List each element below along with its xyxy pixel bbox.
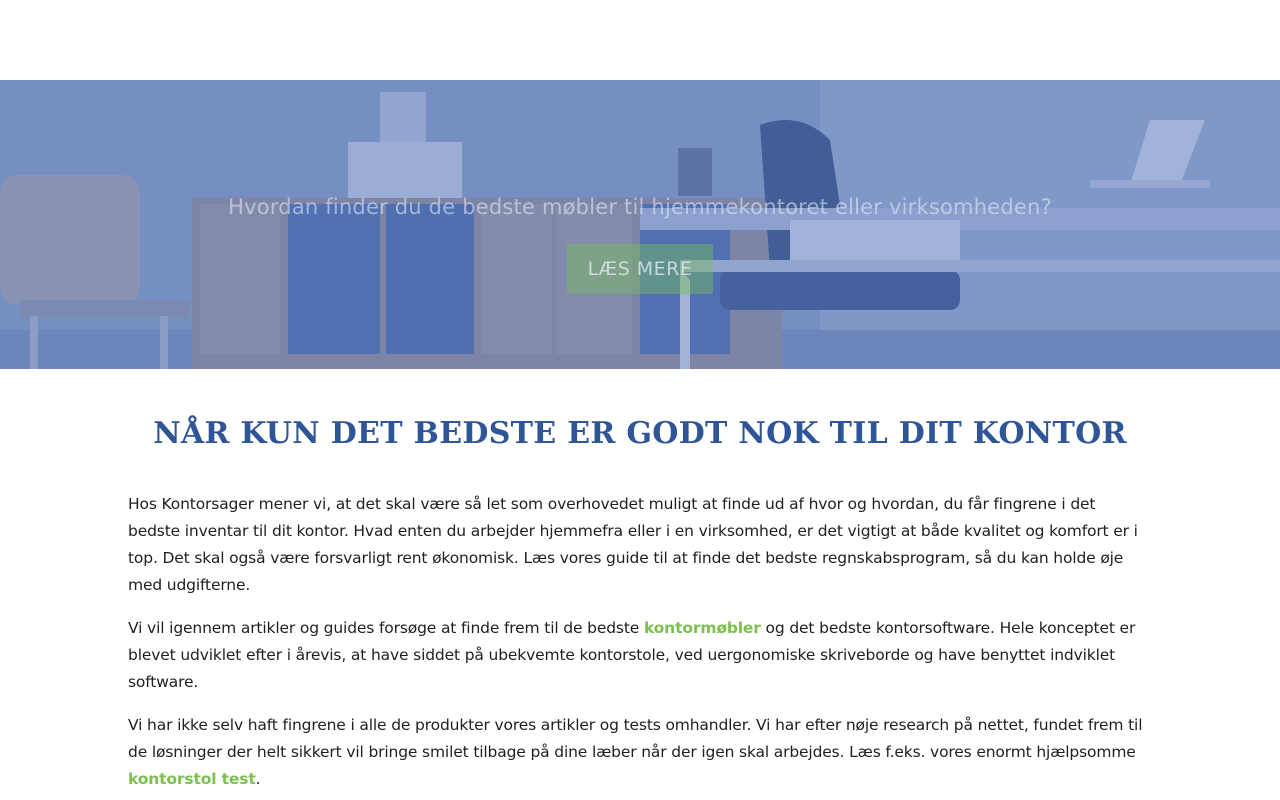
paragraph-text: Vi har ikke selv haft fingrene i alle de produkter vores artikler og tests omhandler. Vi har efter nøje research på nettet, fundet frem til de løsninger der helt sikkert vil bringe smilet tilbage på dine læber når der igen skal arbejdes. Læs f.eks. vores enormt hjælpsomme <box>128 716 1143 761</box>
paragraph-text: Vi vil igennem artikler og guides forsøge at finde frem til de bedste <box>128 619 644 637</box>
research-paragraph <box>128 712 1152 793</box>
kontorstol-test-link[interactable]: kontorstol test <box>128 770 256 788</box>
site-header <box>0 0 1280 80</box>
concept-paragraph <box>128 615 1152 696</box>
page-title: NÅR KUN DET BEDSTE ER GODT NOK TIL DIT KONTOR <box>153 416 1127 451</box>
main-content <box>128 410 1152 800</box>
hero-tagline: Hvordan finder du de bedste møbler til hjemmekontoret eller virksomheden? <box>228 195 1052 219</box>
intro-paragraph: Hos Kontorsager mener vi, at det skal være så let som overhovedet muligt at finde ud af hvor og hvordan, du får fingrene i det bedste inventar til dit kontor. Hvad enten du arbejder hjemmefra eller i en virksomhed, er det vigtigt at både kvalitet og komfort er i top. Det skal også være forsvarligt rent økonomisk. Læs vores guide til at finde det bedste regnskabsprogram, så du kan holde øje med udgifterne. <box>128 495 1138 594</box>
kontormobler-link[interactable]: kontormøbler <box>643 619 761 637</box>
hero-overlay <box>0 80 1280 369</box>
paragraph-text: og det bedste kontorsoftware. Hele konceptet er blevet udviklet efter i årevis, at have siddet på ubekvemte kontorstole, ved uergonomiske skriveborde og have benyttet indviklet software. <box>128 619 1136 691</box>
read-more-button[interactable]: LÆS MERE <box>567 244 713 294</box>
paragraph-text: . <box>255 770 261 788</box>
hero-banner <box>0 80 1280 369</box>
